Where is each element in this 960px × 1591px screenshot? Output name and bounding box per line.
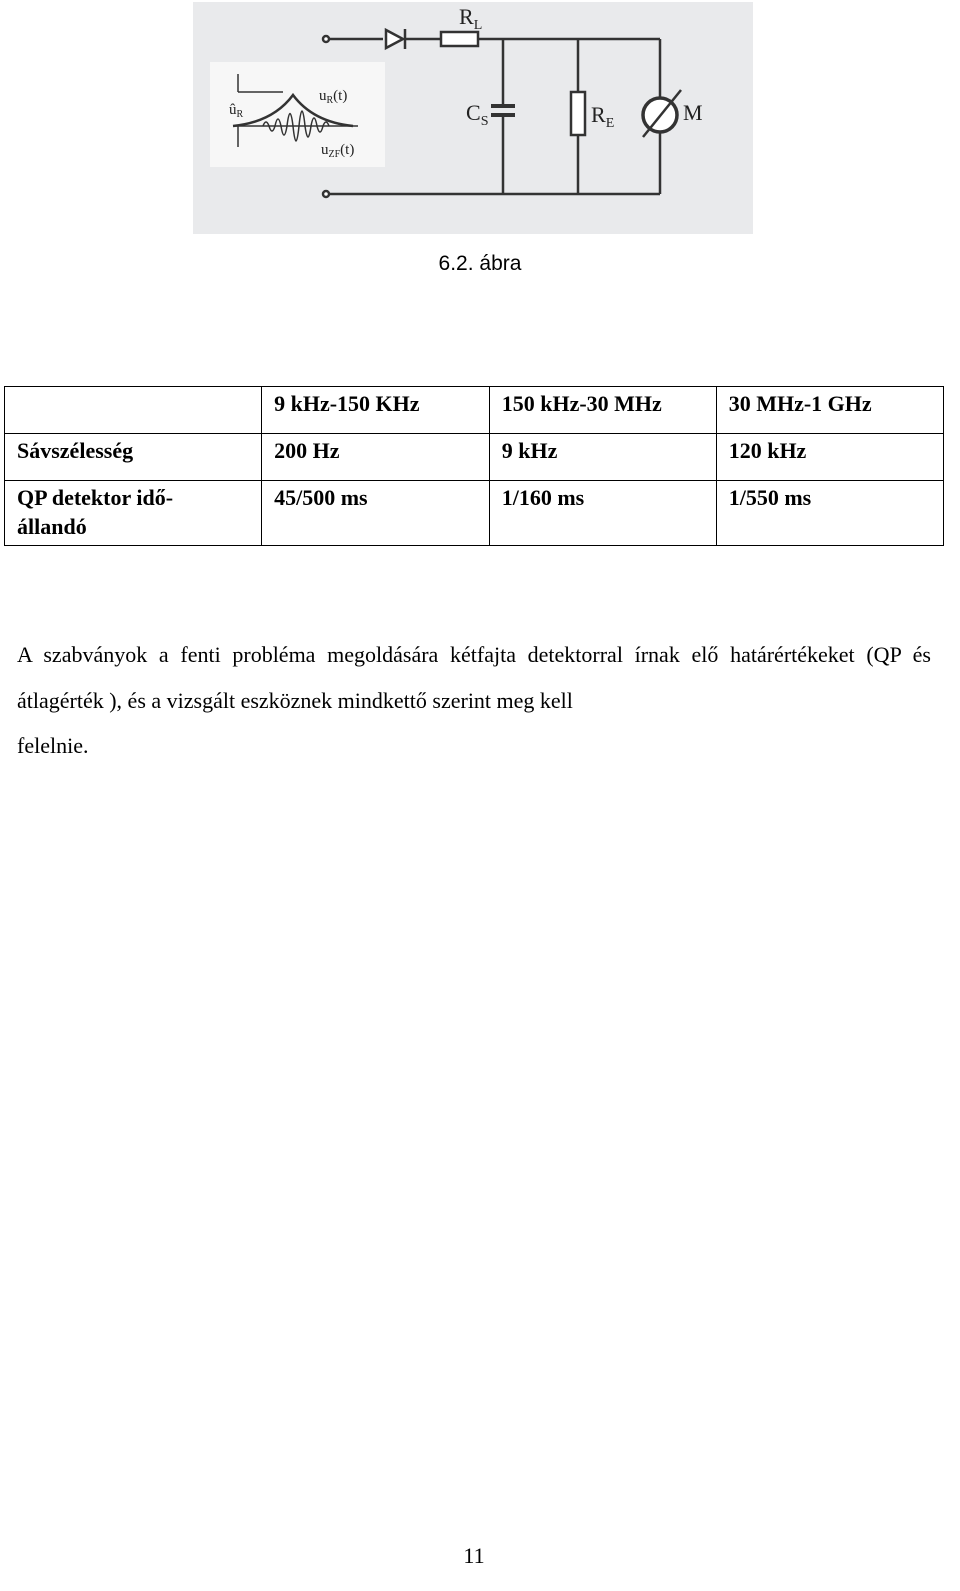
table-header-cell: 150 kHz-30 MHz	[489, 387, 716, 434]
figure-caption: 6.2. ábra	[438, 252, 522, 275]
label-ur-t: $u_R(t)$	[319, 88, 348, 106]
detector-parameters-table	[4, 386, 944, 546]
label-cs: $C_S$	[466, 100, 489, 129]
label-rl: $R_L$	[459, 4, 483, 33]
body-paragraph	[17, 632, 931, 769]
paragraph-last-line: felelnie.	[17, 733, 89, 758]
label-uzf-t: $u_{ZF}(t)$	[321, 142, 355, 160]
resistor-rl	[441, 32, 478, 46]
table-cell: 9 kHz	[489, 434, 716, 481]
resistor-re	[571, 92, 585, 135]
table-cell: 45/500 ms	[262, 481, 490, 546]
table-cell: QP detektor idő-állandó	[5, 481, 262, 546]
table-cell: 1/550 ms	[716, 481, 943, 546]
table-header-cell: 30 MHz-1 GHz	[716, 387, 943, 434]
table-cell	[5, 387, 262, 434]
label-ur-hat: $û_R$	[229, 102, 244, 120]
table-row	[5, 481, 944, 546]
label-meter: M	[683, 100, 703, 125]
table-cell: 200 Hz	[262, 434, 490, 481]
table-header-cell: 9 kHz-150 KHz	[262, 387, 490, 434]
table-cell: Sávszélesség	[5, 434, 262, 481]
table-header-row	[5, 387, 944, 434]
page-number: 11	[463, 1543, 485, 1568]
table-cell: 1/160 ms	[489, 481, 716, 546]
table-row	[5, 434, 944, 481]
label-re: $R_E$	[591, 102, 615, 131]
table-cell: 120 kHz	[716, 434, 943, 481]
qp-detector-circuit-figure	[193, 2, 753, 234]
paragraph-text: A szabványok a fenti probléma megoldására kétfajta detektorral írnak elő határértékeket (QP és átlagérték ), és a vizsgált eszköznek mindkettő szerint meg kell	[17, 642, 931, 713]
